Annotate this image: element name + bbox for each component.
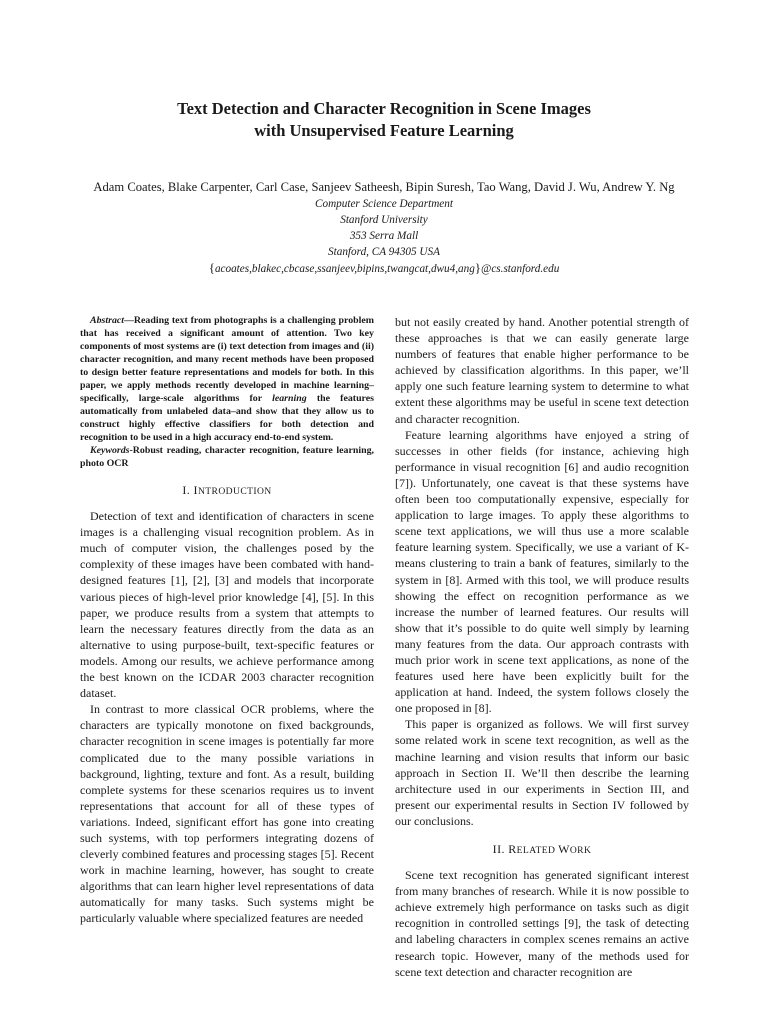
affiliation-city: Stanford, CA 94305 USA <box>328 246 440 259</box>
intro-paragraph-2: In contrast to more classical OCR problems, where the characters are typically monotone on fixed backgrounds, character recognition in scene images is potentially far more complicated due to the many possible variations in background, lighting, texture and font. As a result, building complete systems for these scenarios requires us to invent representations that account for all of these types of variations. Indeed, significant effort has gone into creating such systems, with top performers integrating dozens of cleverly combined features and processing stages [5]. Recent work in machine learning, however, has sought to create algorithms that can learn higher level representations of data automatically for many tasks. Such systems might be particularly valuable where specialized features are needed <box>80 702 374 926</box>
left-column <box>80 314 374 927</box>
paper-title <box>80 98 688 142</box>
abstract-text-part1: —Reading text from photographs is a challenging problem that has received a significant amount of attention. Two key components of most systems are (i) text detection from images and (ii) character recognition, and many recent methods have been proposed to design better feature representations and models for both. In this paper, we apply methods recently developed in machine learning–specifically, large-scale algorithms for <box>80 315 374 404</box>
abstract <box>80 314 374 444</box>
affiliation-department: Computer Science Department <box>315 198 453 210</box>
intro-paragraph-3: Feature learning algorithms have enjoyed a string of successes in other fields (for instance, achieving high performance in visual recognition [6] and audio recognition [7]). Unfortunately, one caveat is that these systems have often been too computationally expensive, especially for application to large images. To apply these algorithms to scene text applications, we will thus use a more scalable feature learning system. Specifically, we use a variant of K-means clustering to train a bank of features, similarly to the system in [8]. Armed with this tool, we will produce results showing the effect on recognition performance as we increase the number of learned features. Our results will show that it’s possible to do quite well simply by learning many features from the data. Our approach contrasts with much prior work in scene text applications, as none of the features used here have been explicitly built for the application at hand. Indeed, the system follows closely the one proposed in [8]. <box>395 427 689 716</box>
keywords-text: -Robust reading, character recognition, feature learning, photo OCR <box>80 445 374 469</box>
abstract-label: Abstract <box>90 315 125 326</box>
abstract-text-part2: the features automatically from unlabeled data–and show that they allow us to construct highly effective classifiers for both detection and recognition to be used in a high accuracy end-to-end system. <box>80 393 374 443</box>
title-line-2: with Unsupervised Feature Learning <box>254 121 514 140</box>
section-heading-introduction: I. INTRODUCTION <box>182 483 272 497</box>
abstract-emphasis-learning: learning <box>272 393 307 404</box>
email-domain: @cs.stanford.edu <box>481 263 560 276</box>
intro-paragraph-4: This paper is organized as follows. We will first survey some related work in scene text recognition, as well as the machine learning and vision results that inform our basic approach in Section II. We’ll then describe the learning architecture used in our experiments in Section III, and present our experimental results in Section IV followed by our conclusions. <box>395 717 689 828</box>
affiliation-block <box>100 196 668 277</box>
keywords <box>80 444 374 470</box>
author-list: Adam Coates, Blake Carpenter, Carl Case, Sanjeev Satheesh, Bipin Suresh, Tao Wang, David J. Wu, Andrew Y. Ng <box>93 180 675 194</box>
title-line-1: Text Detection and Character Recognition in Scene Images <box>177 99 591 118</box>
section-heading-related-work: II. RELATED WORK <box>492 842 592 856</box>
intro-paragraph-2-continued: but not easily created by hand. Another potential strength of these approaches is that we can easily generate large numbers of features that enable higher performance to be achieved by classification algorithms. In this paper, we’ll apply one such feature learning system to determine to what extent these algorithms may be useful in scene text detection and character recognition. <box>395 315 689 426</box>
email-users: acoates,blakec,cbcase,ssanjeev,bipins,twangcat,dwu4,ang <box>214 263 475 276</box>
affiliation-university: Stanford University <box>340 214 428 227</box>
right-column <box>395 314 689 980</box>
related-work-paragraph-1: Scene text recognition has generated significant interest from many branches of research. While it is now possible to achieve extremely high performance on tasks such as digit recognition in controlled settings [9], the task of detecting and labeling characters in complex scenes remains an active research topic. However, many of the methods used for scene text detection and character recognition are <box>395 868 689 979</box>
intro-paragraph-1: Detection of text and identification of characters in scene images is a challenging visual recognition problem. As in much of computer vision, the challenges posed by the complexity of these images have been combated with hand-designed features [1], [2], [3] and models that incorporate various pieces of high-level prior knowledge [4], [5]. In this paper, we produce results from a system that attempts to learn the necessary features directly from the data as an alternative to using purpose-built, text-specific features or models. Among our results, we achieve performance among the best known on the ICDAR 2003 character recognition dataset. <box>80 509 374 701</box>
keywords-label: Keywords <box>90 445 130 456</box>
author-emails: {acoates,blakec,cbcase,ssanjeev,bipins,twangcat,dwu4,ang}@cs.stanford.edu <box>208 260 560 276</box>
affiliation-street: 353 Serra Mall <box>349 230 419 243</box>
